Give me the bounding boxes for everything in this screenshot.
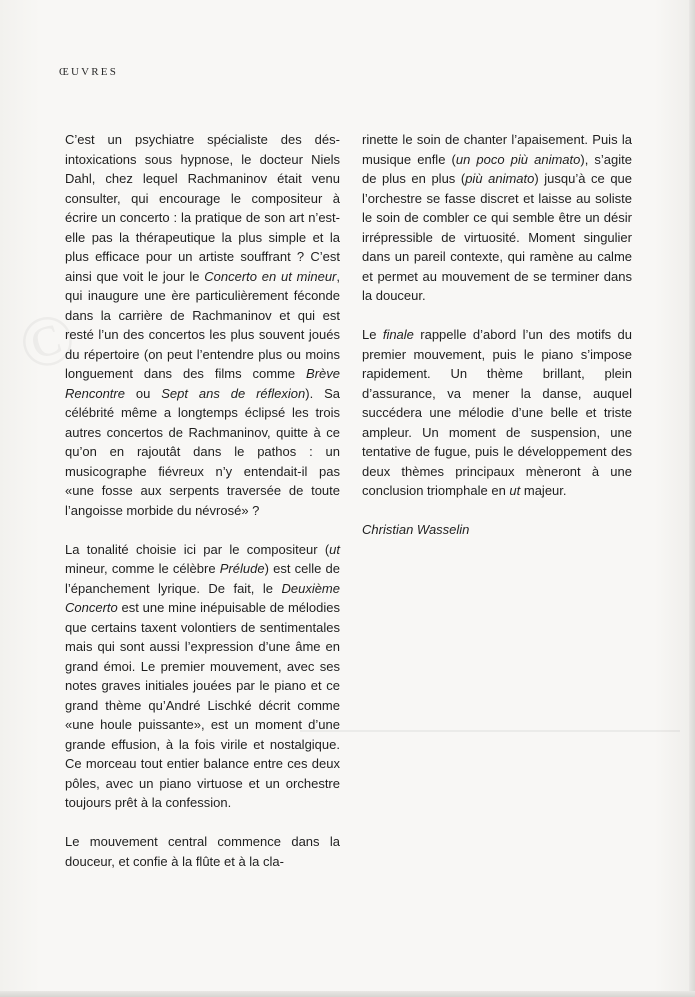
paragraph-2: La tonalité choisie ici par le compositeur (ut mineur, comme le célèbre Prélude) est celle de l’épanchement lyrique. De fait, le Deuxième Concerto est une mine inépuisable de mélodies que certains taxent volontiers de sentimentales mais qui sont aussi l’expression d’une âme en grand émoi. Le premier mouvement, avec ses notes graves initiales jouées par le piano et ce grand thème qu’André Lischké décrit comme «une houle puissante», est un moment d’une grande effusion, à la fois virile et nostalgique. Ce morceau tout entier balance entre ces deux pôles, avec un piano virtuose et un orchestre toujours prêt à la confession. — [65, 541, 341, 810]
scan-artifact — [300, 730, 680, 732]
paragraph-5: Le finale rappelle d’abord l’un des motifs du premier mouvement, puis le piano s’impose rapidement. Un thème brillant, plein d’assurance, va mener la danse, auquel succédera une mélodie d’une belle et triste ampleur. Un moment de suspension, une tentative de fugue, puis le développement des deux thèmes principaux mèneront à une conclusion triomphale en ut majeur. — [362, 327, 633, 498]
paragraph-1: C’est un psychiatre spécialiste des désintoxications sous hypnose, le docteur Niels Dahl, chez lequel Rachmaninov était venu consulter, qui encourage le compositeur à écrire un concerto : la pratique de son art n’est-elle pas la thérapeutique la plus simple et la plus efficace pour un artiste souffrant ? C’est ainsi que voit le jour le Concerto en ut mineur, qui inaugure une ère particulièrement féconde dans la carrière de Rachmaninov et qui est resté l’un des concertos les plus souvent joués du répertoire (on peut l’entendre plus ou moins longuement dans des films comme Brève Rencontre ou Sept ans de réflexion). Sa célébrité même a longtemps éclipsé les trois autres concertos de Rachmaninov, quitte à ce qu’on en rajoutât dans le pathos : un musicographe fiévreux n’y entendait-il pas «une fosse aux serpents traversée de toute l’angoisse morbide du névrosé» ? — [65, 132, 340, 518]
paragraph-3: Le mouvement central commence dans la douceur, et confie à la flûte et à la cla- — [65, 834, 340, 869]
author-signature: Christian Wasselin — [362, 522, 470, 537]
paragraph-4: rinette le soin de chanter l’apaisement. Puis la musique enfle (un poco più animato), s’agite de plus en plus (più animato) jusqu’à ce que l’orchestre se fasse discret et laisse au soliste le soin de combler ce qui semble être un désir irrépressible de virtuosité. Moment singulier dans un pareil contexte, qui ramène au calme et permet au mouvement de se terminer dans la douceur. — [362, 132, 633, 303]
right-column — [362, 130, 632, 540]
page-edge-bottom — [0, 991, 695, 997]
running-head: ŒUVRES — [59, 66, 119, 78]
left-column — [65, 130, 340, 871]
page-edge-right — [689, 0, 695, 997]
